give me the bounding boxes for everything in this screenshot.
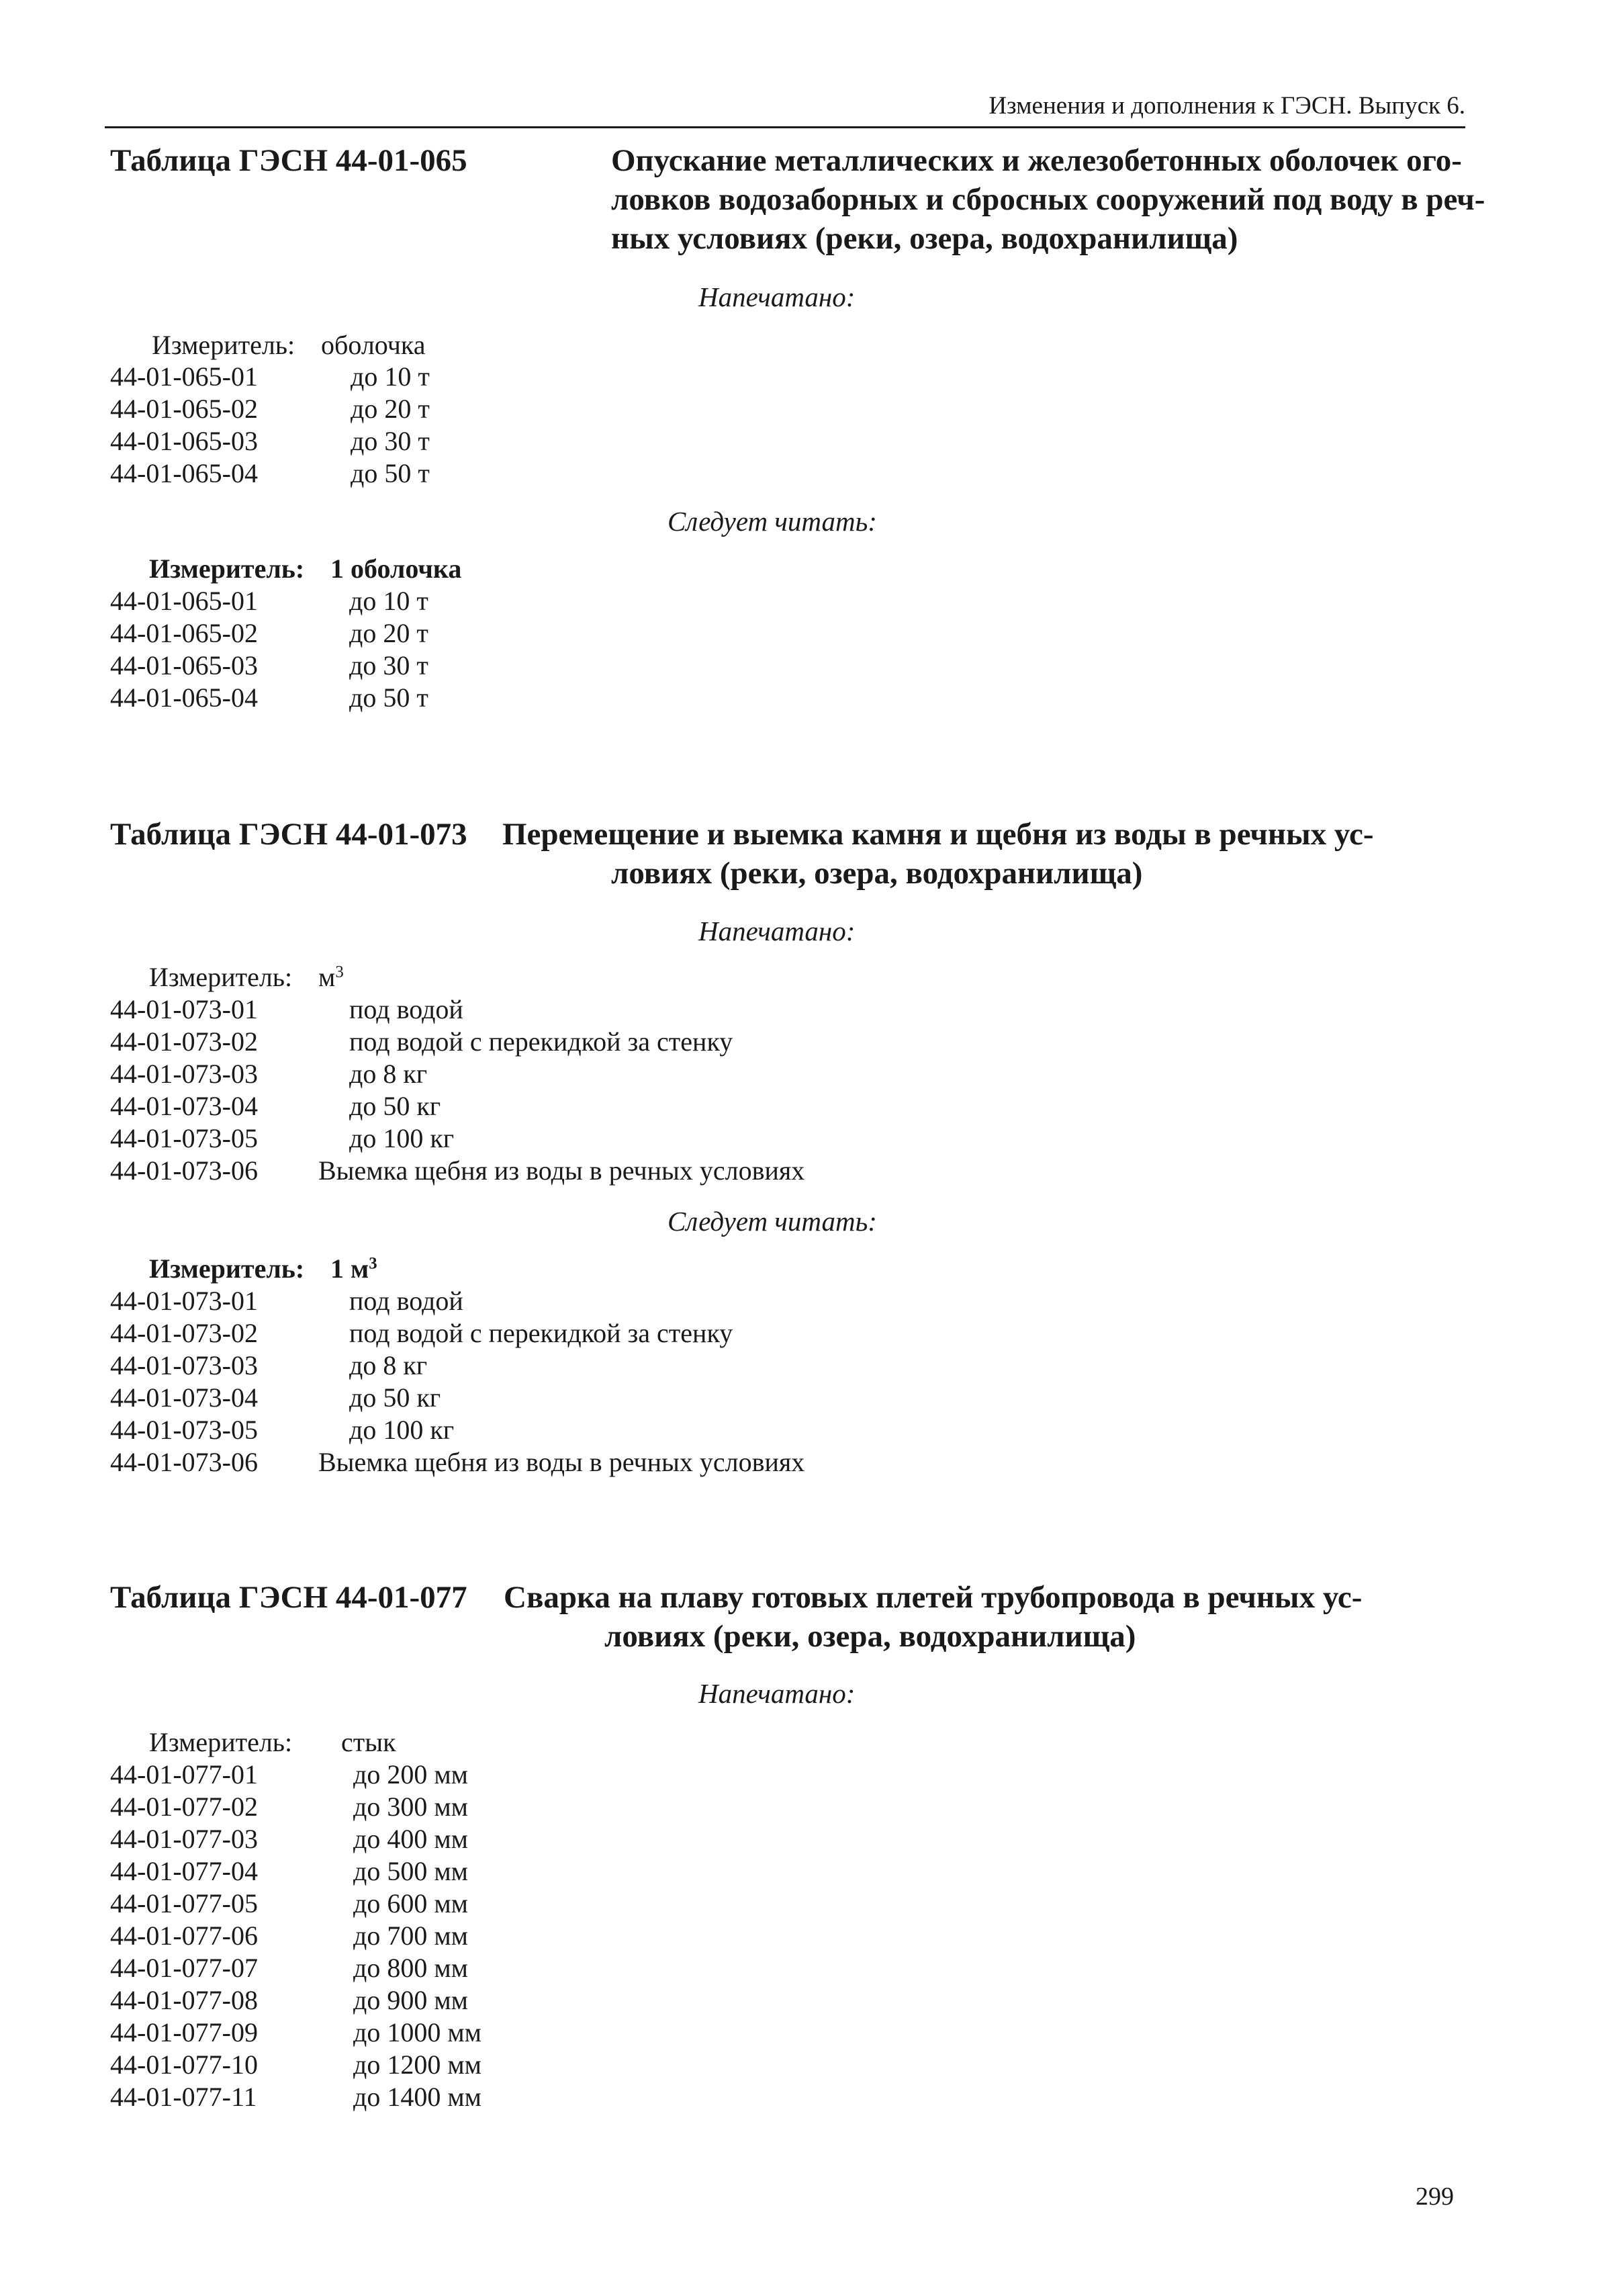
measure-value: 1 $м^3$: [330, 1253, 377, 1284]
row-code: 44-01-065-04: [110, 682, 258, 713]
row-code: 44-01-065-02: [110, 618, 258, 648]
measure-label: Измеритель:: [149, 962, 293, 992]
measure-line: [152, 329, 555, 361]
row-code: 44-01-077-08: [110, 1985, 258, 2015]
row-code: 44-01-073-06: [110, 1447, 258, 1477]
row-code: 44-01-077-10: [110, 2049, 258, 2080]
rows-block: [110, 585, 580, 719]
row-desc: до 700 мм: [353, 1920, 468, 1951]
row-code: 44-01-077-05: [110, 1888, 258, 1918]
row-desc: Выемка щебня из воды в речных условиях: [318, 1447, 805, 1477]
row-desc: до 10 т: [351, 361, 430, 392]
table-title-lead: Таблица ГЭСН 44-01-077: [110, 1580, 467, 1615]
row-desc: до 800 мм: [353, 1953, 468, 1983]
row-desc: до 200 мм: [353, 1759, 468, 1790]
rows-block: [110, 361, 580, 495]
row-code: 44-01-065-03: [110, 650, 258, 680]
row-code: 44-01-065-03: [110, 426, 258, 456]
printed-heading: Напечатано:: [698, 1678, 856, 1709]
row-code: 44-01-073-05: [110, 1415, 258, 1445]
row-code: 44-01-073-04: [110, 1091, 258, 1121]
corrected-heading: Следует читать:: [668, 1206, 877, 1237]
row-code: 44-01-077-07: [110, 1953, 258, 1983]
row-code: 44-01-073-03: [110, 1059, 258, 1089]
row-code: 44-01-073-01: [110, 994, 258, 1024]
row-code: 44-01-073-05: [110, 1123, 258, 1153]
rows-block: [110, 1759, 715, 2121]
row-desc: до 1000 мм: [353, 2017, 481, 2047]
row-desc: до 50 т: [351, 458, 430, 488]
row-code: 44-01-077-09: [110, 2017, 258, 2047]
measure-label: Измеритель:: [149, 1727, 293, 1757]
row-code: 44-01-073-06: [110, 1155, 258, 1186]
row-code: 44-01-077-06: [110, 1920, 258, 1951]
row-desc: Выемка щебня из воды в речных условиях: [318, 1155, 805, 1186]
row-desc: под водой: [349, 994, 463, 1024]
corrected-heading: Следует читать:: [668, 506, 877, 537]
table-title-line: ловиях (реки, озера, водохранилища): [611, 856, 1143, 891]
measure-label: Измеритель:: [152, 330, 295, 360]
page-number: 299: [1416, 2182, 1454, 2211]
table-title-line: ных условиях (реки, озера, водохранилища): [611, 221, 1238, 256]
measure-line: [149, 1726, 552, 1759]
rows-block: [110, 1285, 916, 1487]
row-code: 44-01-073-04: [110, 1382, 258, 1413]
table-title-line: ловиях (реки, озера, водохранилища): [604, 1619, 1136, 1654]
row-code: 44-01-077-02: [110, 1792, 258, 1822]
unit-superscript: 3: [369, 1254, 377, 1273]
table-title-lead: Таблица ГЭСН 44-01-065: [110, 143, 467, 178]
measure-value: оболочка: [321, 330, 426, 360]
row-desc: до 8 кг: [349, 1350, 428, 1380]
row-desc: до 400 мм: [353, 1824, 468, 1854]
row-desc: до 20 т: [351, 394, 430, 424]
row-desc: до 8 кг: [349, 1059, 428, 1089]
row-desc: под водой: [349, 1286, 463, 1316]
row-code: 44-01-073-03: [110, 1350, 258, 1380]
measure-label: Измеритель:: [149, 1253, 305, 1284]
row-desc: до 300 мм: [353, 1792, 468, 1822]
measure-value: 1 оболочка: [330, 554, 462, 584]
table-title-line: Сварка на плаву готовых плетей трубопровода в речных ус-: [504, 1580, 1363, 1615]
row-desc: до 100 кг: [349, 1415, 455, 1445]
row-code: 44-01-065-01: [110, 586, 258, 616]
row-desc: до 20 т: [349, 618, 428, 648]
table-title-line: Опускание металлических и железобетонных оболочек ого-: [611, 143, 1462, 178]
row-desc: до 500 мм: [353, 1856, 468, 1886]
table-title: [110, 815, 1473, 895]
measure-line: [149, 553, 552, 585]
table-title-line: Перемещение и выемка камня и щебня из воды в речных ус-: [502, 817, 1374, 852]
table-title: [110, 141, 1485, 262]
table-title-line: ловков водозаборных и сбросных сооружений под воду в реч-: [611, 182, 1485, 217]
unit-superscript: 3: [335, 963, 344, 981]
measure-value: $м^3$: [318, 962, 344, 992]
header-rule: [105, 126, 1465, 128]
table-title-lead: Таблица ГЭСН 44-01-073: [110, 817, 467, 852]
row-code: 44-01-073-02: [110, 1026, 258, 1057]
row-desc: до 1200 мм: [353, 2049, 481, 2080]
row-code: 44-01-065-01: [110, 361, 258, 392]
row-code: 44-01-077-04: [110, 1856, 258, 1886]
printed-heading: Напечатано:: [698, 281, 856, 312]
row-desc: до 100 кг: [349, 1123, 455, 1153]
row-desc: под водой с перекидкой за стенку: [349, 1026, 733, 1057]
row-desc: до 10 т: [349, 586, 428, 616]
row-code: 44-01-077-11: [110, 2082, 257, 2112]
row-desc: до 1400 мм: [353, 2082, 481, 2112]
running-head: Изменения и дополнения к ГЭСН. Выпуск 6.: [989, 92, 1465, 120]
row-code: 44-01-077-03: [110, 1824, 258, 1854]
row-code: 44-01-077-01: [110, 1759, 258, 1790]
rows-block: [110, 994, 916, 1195]
row-desc: под водой с перекидкой за стенку: [349, 1318, 733, 1348]
measure-line: [149, 1253, 552, 1285]
row-code: 44-01-073-01: [110, 1286, 258, 1316]
row-desc: до 30 т: [351, 426, 430, 456]
measure-value: стык: [341, 1727, 396, 1757]
table-title: [110, 1578, 1473, 1659]
row-desc: до 50 т: [349, 682, 428, 713]
row-code: 44-01-073-02: [110, 1318, 258, 1348]
row-desc: до 900 мм: [353, 1985, 468, 2015]
row-code: 44-01-065-04: [110, 458, 258, 488]
printed-heading: Напечатано:: [698, 916, 856, 946]
measure-line: [149, 961, 552, 994]
measure-label: Измеритель:: [149, 554, 305, 584]
row-desc: до 30 т: [349, 650, 428, 680]
row-desc: до 600 мм: [353, 1888, 468, 1918]
row-desc: до 50 кг: [349, 1382, 441, 1413]
row-code: 44-01-065-02: [110, 394, 258, 424]
row-desc: до 50 кг: [349, 1091, 441, 1121]
